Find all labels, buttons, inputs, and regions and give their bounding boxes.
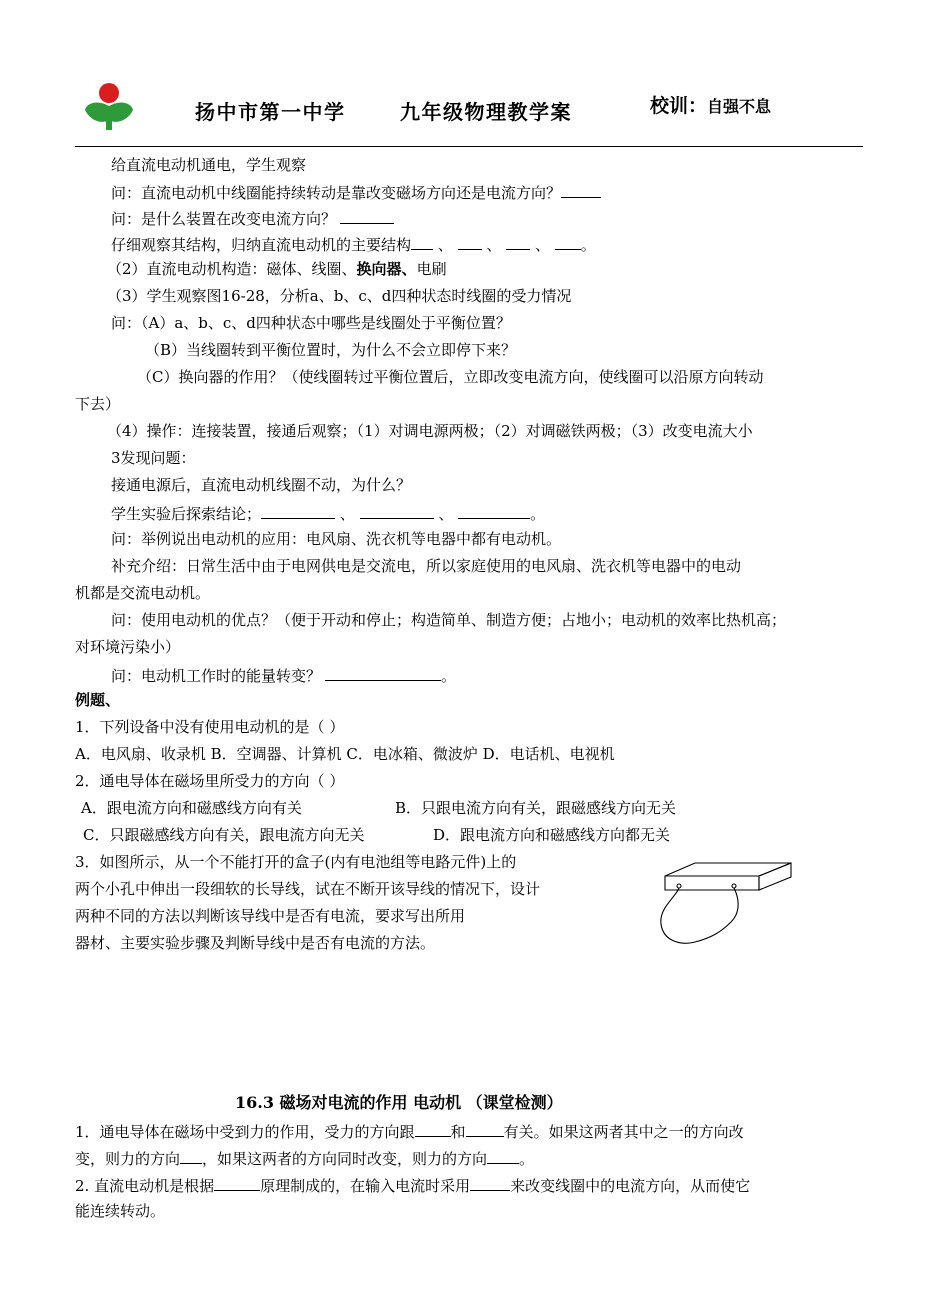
answer-blank bbox=[555, 233, 581, 250]
example-question: 器材、主要实验步骤及判断导线中是否有电流的方法。 bbox=[75, 934, 436, 952]
question-line: （C）换向器的作用？（使线圈转过平衡位置后，立即改变电流方向，使线圈可以沿原方向转动 bbox=[137, 368, 764, 386]
structure-line: 仔细观察其结构，归纳直流电动机的主要结构 、 、 、 。 bbox=[111, 233, 596, 255]
example-question: 3．如图所示，从一个不能打开的盒子(内有电池组等电路元件)上的 bbox=[75, 853, 517, 871]
example-option: C．只跟磁感线方向有关，跟电流方向无关 bbox=[83, 826, 365, 844]
text-line: 问：使用电动机的优点？（便于开动和停止；构造简单、制造方便；占地小；电动机的效率比热机高； bbox=[111, 611, 787, 629]
motto-text: 自强不息 bbox=[707, 97, 772, 116]
question-line: 问：直流电动机中线圈能持续转动是靠改变磁场方向还是电流方向？ bbox=[111, 181, 601, 203]
example-question: 两种不同的方法以判断该导线中是否有电流，要求写出所用 bbox=[75, 907, 466, 925]
text-line: 3发现问题： bbox=[111, 449, 196, 467]
answer-blank bbox=[506, 233, 530, 250]
question-line: 问：是什么装置在改变电流方向？ bbox=[111, 207, 394, 229]
check-question: 变，则力的方向 ，如果这两者的方向同时改变，则力的方向 。 bbox=[75, 1147, 534, 1169]
question-line: （B）当线圈转到平衡位置时，为什么不会立即停下来？ bbox=[145, 341, 517, 359]
motto-label: 校训： bbox=[650, 95, 708, 117]
answer-blank bbox=[487, 1147, 519, 1164]
answer-blank bbox=[411, 233, 433, 250]
example-options: A．电风扇、收录机 B．空调器、计算机 C．电冰箱、微波炉 D．电话机、电视机 bbox=[75, 745, 615, 763]
example-question: 两个小孔中伸出一段细软的长导线，试在不断开该导线的情况下，设计 bbox=[75, 880, 541, 898]
check-question: 2. 直流电动机是根据 原理制成的，在输入电流时采用 来改变线圈中的电流方向，从而使它 bbox=[75, 1174, 750, 1196]
question-line: 问：电动机工作时的能量转变？ 。 bbox=[111, 664, 456, 686]
text-line: 给直流电动机通电，学生观察 bbox=[111, 156, 307, 174]
text-line: 对环境污染小） bbox=[75, 638, 181, 656]
text-line: 下去） bbox=[75, 395, 121, 413]
answer-blank bbox=[261, 502, 335, 519]
text-line: 补充介绍：日常生活中由于电网供电是交流电，所以家庭使用的电风扇、洗衣机等电器中的电动 bbox=[111, 557, 742, 575]
answer-blank bbox=[325, 664, 441, 681]
answer-blank bbox=[470, 1174, 510, 1191]
examples-heading: 例题、 bbox=[75, 691, 121, 709]
section-title: 16.3 磁场对电流的作用 电动机 （课堂检测） bbox=[235, 1093, 563, 1112]
example-option: B．只跟电流方向有关，跟磁感线方向无关 bbox=[395, 799, 677, 817]
lesson-body bbox=[75, 0, 865, 1316]
answer-blank bbox=[214, 1174, 260, 1191]
answer-blank bbox=[340, 207, 394, 224]
answer-blank bbox=[458, 233, 482, 250]
answer-blank bbox=[458, 502, 530, 519]
text-line: （3）学生观察图16-28，分析a、b、c、d四种状态时线圈的受力情况 bbox=[107, 287, 572, 305]
example-option: A．跟电流方向和磁感线方向有关 bbox=[81, 799, 302, 817]
box-with-wire-figure bbox=[655, 858, 795, 950]
answer-blank bbox=[415, 1120, 451, 1137]
answer-blank bbox=[180, 1147, 202, 1164]
answer-blank bbox=[466, 1120, 504, 1137]
course-title: 九年级物理教学案 bbox=[400, 100, 572, 124]
check-question: 1．通电导体在磁场中受到力的作用，受力的方向跟 和 有关。如果这两者其中之一的方向改 bbox=[75, 1120, 744, 1142]
text-line: 问：举例说出电动机的应用：电风扇、洗衣机等电器中都有电动机。 bbox=[111, 530, 562, 548]
text-line: 机都是交流电动机。 bbox=[75, 584, 211, 602]
example-question: 2．通电导体在磁场里所受力的方向（ ） bbox=[75, 772, 345, 790]
school-name: 扬中市第一中学 bbox=[195, 100, 346, 124]
example-option: D．跟电流方向和磁感线方向都无关 bbox=[433, 826, 671, 844]
answer-blank bbox=[561, 181, 601, 198]
question-line: 问：（A）a、b、c、d四种状态中哪些是线圈处于平衡位置？ bbox=[111, 314, 511, 332]
example-question: 1．下列设备中没有使用电动机的是（ ） bbox=[75, 718, 345, 736]
text-line: 接通电源后，直流电动机线圈不动，为什么？ bbox=[111, 476, 412, 494]
text-line: （4）操作：连接装置，接通后观察；（1）对调电源两极；（2）对调磁铁两极；（3）改变电流大小 bbox=[107, 422, 753, 440]
conclusion-line: 学生实验后探索结论； 、 、 。 bbox=[111, 502, 545, 524]
structure-line: （2）直流电动机构造：磁体、线圈、换向器、电刷 bbox=[107, 260, 447, 278]
check-question: 能连续转动。 bbox=[75, 1202, 166, 1220]
answer-blank bbox=[360, 502, 434, 519]
